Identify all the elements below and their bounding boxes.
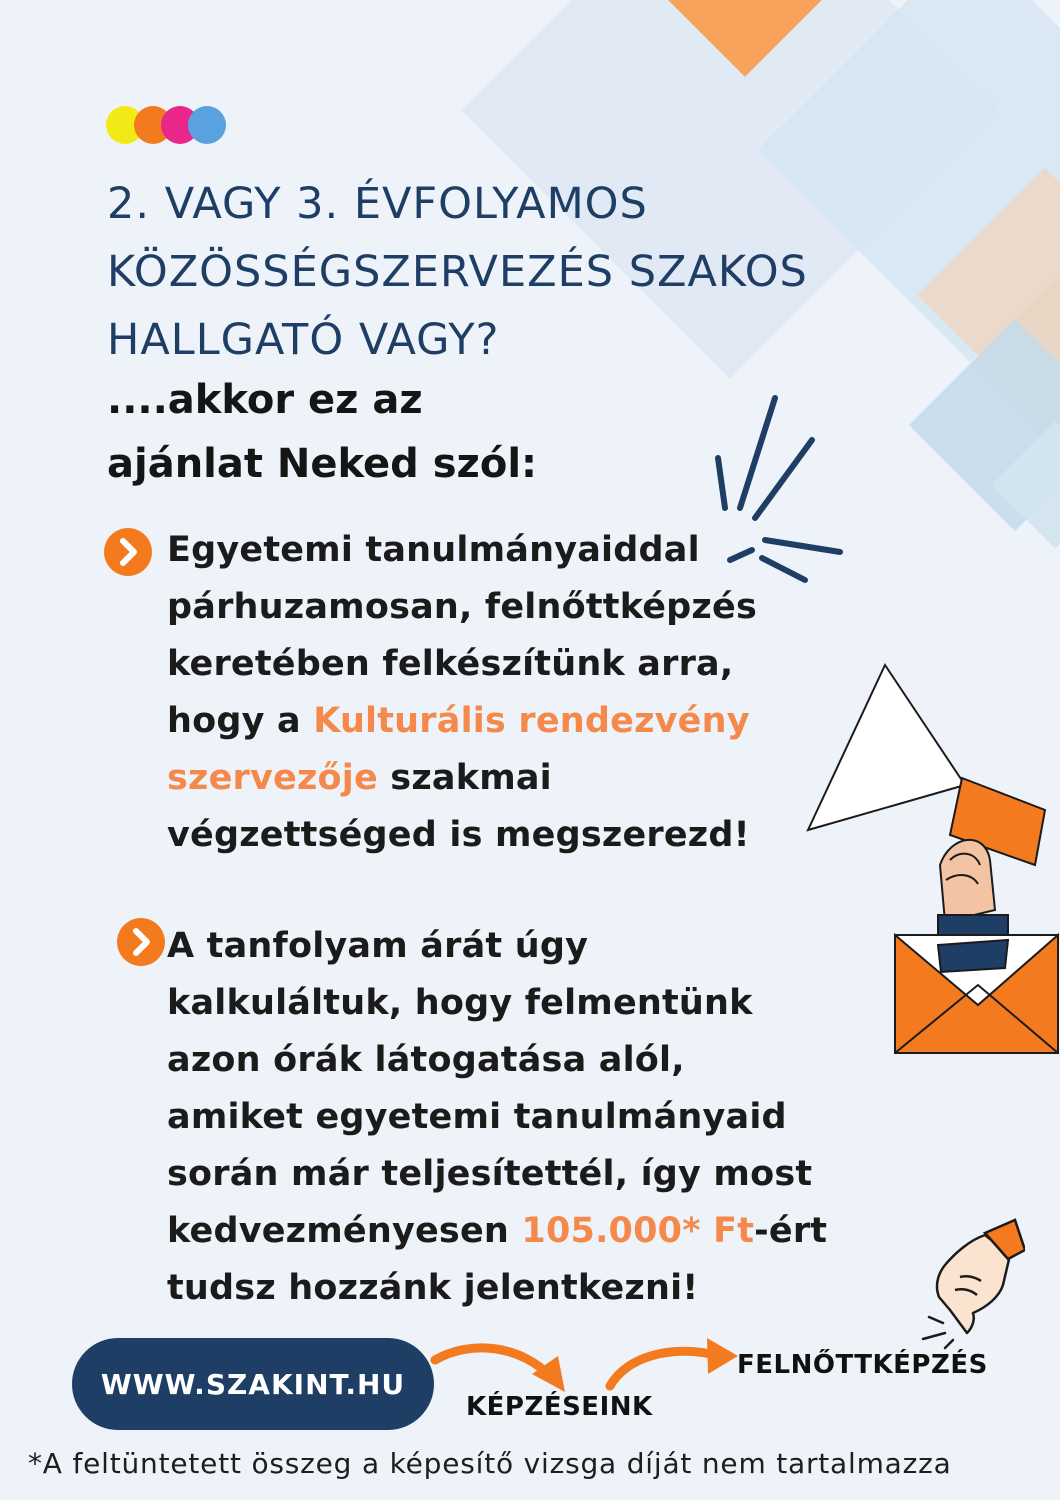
heading-line-2: KÖZÖSSÉGSZERVEZÉS SZAKOS — [107, 247, 808, 297]
bullet-text-2 — [167, 918, 827, 1317]
bullet-text-1 — [167, 522, 757, 864]
bullet1-line-4-pre: hogy a — [167, 701, 314, 741]
highlight-price: 105.000* Ft — [521, 1211, 755, 1251]
arrow-icon — [430, 1330, 570, 1400]
bullet2-line-3: azon órák látogatása alól, — [167, 1040, 685, 1080]
bullet1-line-1: Egyetemi tanulmányaiddal — [167, 530, 700, 570]
arrow-icon — [602, 1326, 742, 1396]
bullet1-line-5-post: szakmai — [377, 758, 552, 798]
bullet2-line-2: kalkuláltuk, hogy felmentünk — [167, 983, 753, 1023]
lead-text — [107, 368, 537, 496]
heading-line-1: 2. VAGY 3. ÉVFOLYAMOS — [107, 179, 648, 229]
pointing-hand-icon — [915, 1215, 1025, 1350]
dot-blue — [188, 106, 226, 144]
website-link-button[interactable]: WWW.SZAKINT.HU — [72, 1338, 434, 1430]
bullet2-line-1: A tanfolyam árát úgy — [167, 926, 589, 966]
chevron-right-icon — [104, 528, 152, 576]
bullet2-line-6-pre: kedvezményesen — [167, 1211, 522, 1251]
bullet1-line-2: párhuzamosan, felnőttképzés — [167, 587, 757, 627]
bullet2-line-7: tudsz hozzánk jelentkezni! — [167, 1268, 699, 1308]
lead-line-2: ajánlat Neked szól: — [107, 441, 538, 487]
felnottkepzes-link[interactable]: FELNŐTTKÉPZÉS — [737, 1350, 988, 1380]
highlight-course-name-cont: szervezője — [167, 758, 378, 798]
bullet2-line-4: amiket egyetemi tanulmányaid — [167, 1097, 787, 1137]
bullet1-line-6: végzettséged is megszerezd! — [167, 815, 750, 855]
kepzeseink-link[interactable]: KÉPZÉSEINK — [466, 1392, 653, 1422]
envelope-icon — [893, 890, 1060, 1055]
bullet2-line-5: során már teljesítettél, így most — [167, 1154, 813, 1194]
bullet1-line-3: keretében felkészítünk arra, — [167, 644, 734, 684]
highlight-course-name: Kulturális rendezvény — [313, 701, 750, 741]
heading-line-3: HALLGATÓ VAGY? — [107, 315, 500, 365]
page-heading — [107, 170, 987, 374]
chevron-right-icon — [117, 918, 165, 966]
lead-line-1: ....akkor ez az — [107, 377, 423, 423]
bullet2-line-6-post: -ért — [754, 1211, 828, 1251]
price-footnote: *A feltüntetett összeg a képesítő vizsga díját nem tartalmazza — [28, 1447, 952, 1480]
